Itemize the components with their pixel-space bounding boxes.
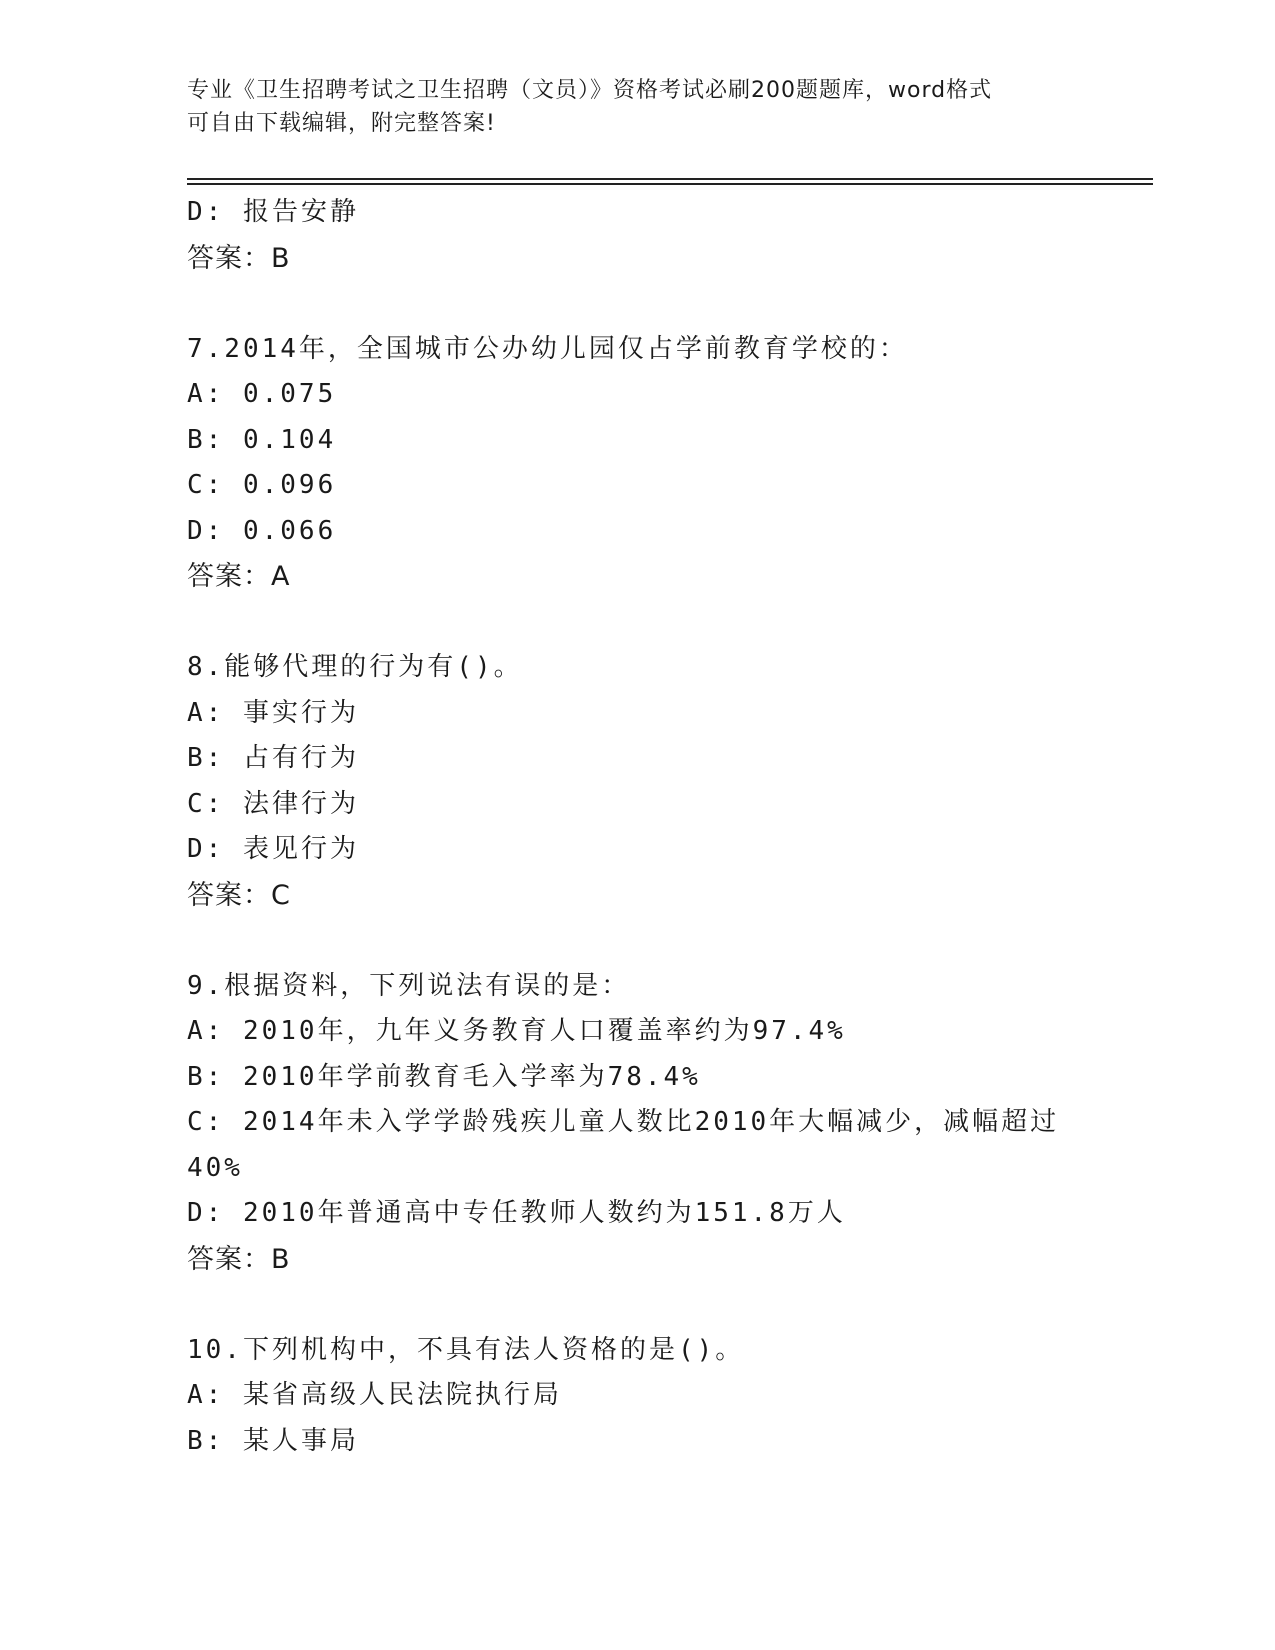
option-b: B: 某人事局 xyxy=(187,1425,359,1456)
header-line-1: 专业《卫生招聘考试之卫生招聘（文员）》资格考试必刷200题题库，word格式 xyxy=(187,78,993,103)
question-stem: 10.下列机构中，不具有法人资格的是()。 xyxy=(187,1334,745,1365)
question-10 xyxy=(187,1328,1087,1465)
header-line-2: 可自由下载编辑，附完整答案! xyxy=(187,111,496,136)
document-header xyxy=(187,74,1067,140)
question-7 xyxy=(187,327,1087,600)
question-list xyxy=(187,190,1087,1464)
question-8 xyxy=(187,645,1087,918)
header-rule-bottom xyxy=(187,183,1153,185)
question-stem: 9.根据资料，下列说法有误的是： xyxy=(187,970,631,1001)
option-d: D: 2010年普通高中专任教师人数约为151.8万人 xyxy=(187,1198,846,1228)
option-a: A: 2010年，九年义务教育人口覆盖率约为97.4% xyxy=(187,1016,846,1046)
option-c: C: 2014年未入学学龄残疾儿童人数比2010年大幅减少，减幅超过 xyxy=(187,1107,1060,1137)
answer-line: 答案：A xyxy=(187,561,291,592)
option-a: A: 某省高级人民法院执行局 xyxy=(187,1380,562,1410)
option-b: B: 2010年学前教育毛入学率为78.4% xyxy=(187,1061,701,1092)
question-stem: 8.能够代理的行为有()。 xyxy=(187,652,523,682)
answer-line: 答案：B xyxy=(187,242,291,274)
answer-line: 答案：B xyxy=(187,1243,291,1275)
answer-line: 答案：C xyxy=(187,879,291,911)
question-9 xyxy=(187,964,1087,1283)
option-c: C: 0.096 xyxy=(187,470,337,500)
option-b: B: 占有行为 xyxy=(187,743,359,773)
option-c: C: 法律行为 xyxy=(187,788,359,819)
option-d: D: 报告安静 xyxy=(187,197,359,227)
option-d: D: 表见行为 xyxy=(187,834,359,864)
option-d: D: 0.066 xyxy=(187,515,337,546)
option-b: B: 0.104 xyxy=(187,424,337,455)
option-c-continued: 40% xyxy=(187,1152,243,1183)
question-stem: 7.2014年，全国城市公办幼儿园仅占学前教育学校的： xyxy=(187,333,908,364)
option-a: A: 事实行为 xyxy=(187,697,359,728)
option-a: A: 0.075 xyxy=(187,379,337,409)
header-rule-top xyxy=(187,178,1153,180)
